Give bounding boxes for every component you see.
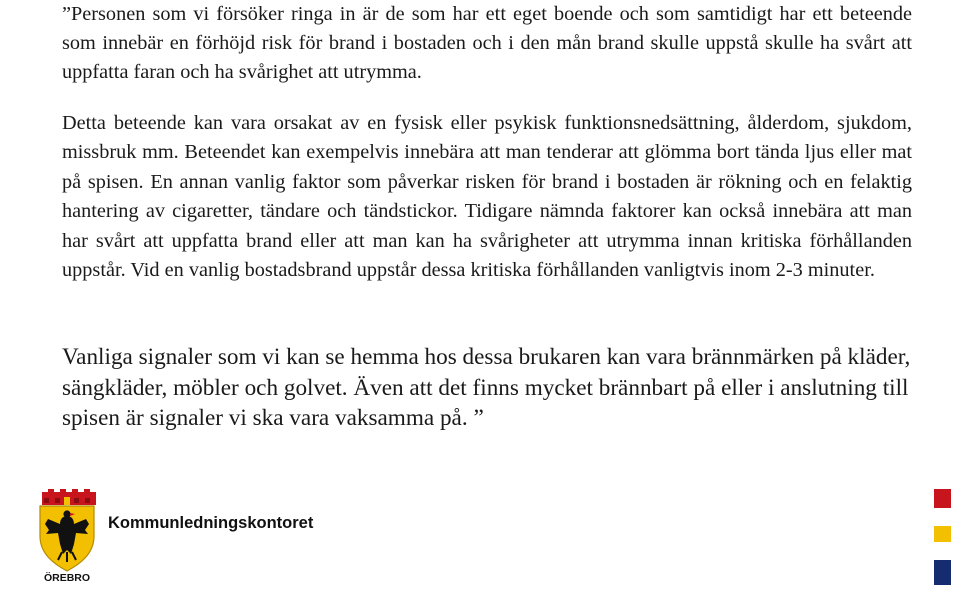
stripe-red — [934, 489, 951, 508]
quote-paragraph-signals: Vanliga signaler som vi kan se hemma hos dessa brukaren kan vara brännmärken på kläder, sängkläder, möbler och golvet. Även att det finns mycket brännbart på eller i anslutning till spisen är signaler vi ska vara vaksamma på. ” — [62, 344, 911, 431]
quote-paragraph-intro: ”Personen som vi försöker ringa in är de som har ett eget boende och som samtidigt har ett beteende som innebär en förhöjd risk för brand i bostaden och i den mån brand skulle uppstå skulle ha svårt att uppfatta faran och ha svårighet att utrymma. — [62, 3, 912, 83]
stripe-blue — [934, 560, 951, 585]
orebro-coat-of-arms-icon — [36, 488, 98, 572]
quote-paragraph-causes: Detta beteende kan vara orsakat av en fysisk eller psykisk funktionsnedsättning, ålderdom, sjukdom, missbruk mm. Beteendet kan exempelvis innebära att man tenderar att glömma bort tända ljus eller mat på spisen. En annan vanlig faktor som påverkar risken för brand i bostaden är rökning och en felaktig hantering av cigaretter, tändare och tändstickor. Tidigare nämnda faktorer kan också innebära att man har svårt att uppfatta brand eller att man kan ha svårigheter att utrymma innan kritiska förhållanden uppstår. Vid en vanlig bostadsbrand uppstår dessa kritiska förhållanden vanligtvis inom 2-3 minuter. — [62, 112, 912, 282]
organization-name: Kommunledningskontoret — [108, 514, 314, 532]
city-name: ÖREBRO — [43, 572, 91, 584]
stripe-yellow — [934, 526, 951, 542]
